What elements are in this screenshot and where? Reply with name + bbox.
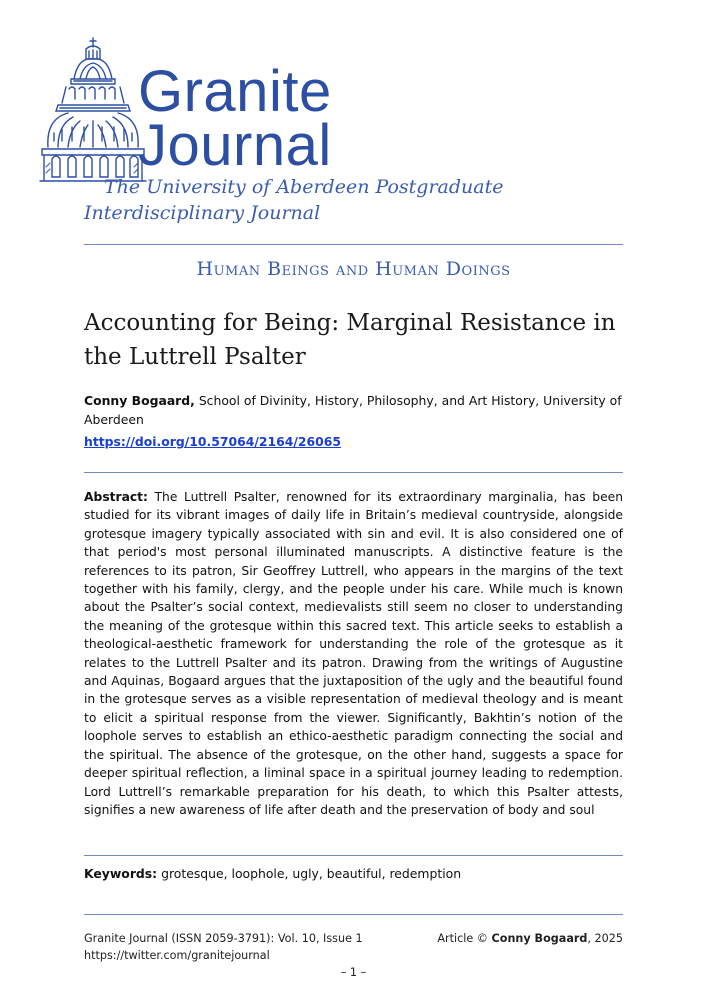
page-number: – 1 –: [340, 966, 367, 979]
copyright-suffix: , 2025: [587, 932, 623, 945]
keywords-divider: [84, 855, 623, 856]
journal-logo-illustration: [38, 35, 148, 185]
article-title: Accounting for Being: Marginal Resistance in the Luttrell Psalter: [84, 310, 616, 370]
doi-link[interactable]: https://doi.org/10.57064/2164/26065: [84, 434, 341, 449]
footer-left: [84, 930, 363, 964]
footer-copyright: [437, 930, 623, 947]
copyright-prefix: Article ©: [437, 932, 492, 945]
author-block: [84, 392, 624, 429]
copyright-name: Conny Bogaard: [491, 932, 588, 945]
author-name: Conny Bogaard,: [84, 393, 195, 408]
abstract-label: Abstract:: [84, 490, 148, 504]
journal-name-line1: Granite: [138, 59, 332, 124]
keywords-label: Keywords:: [84, 866, 158, 881]
section-heading: Human Beings and Human Doings: [196, 258, 511, 280]
journal-description: The University of Aberdeen Postgraduate Interdisciplinary Journal: [84, 176, 504, 224]
abstract-text: The Luttrell Psalter, renowned for its extraordinary marginalia, has been studied for its vibrant images of daily life in Britain’s medieval countryside, alongside grotesque imagery typically associated with sin and evil. It is also considered one of that period's most personal illuminated manuscripts. A distinctive feature is the references to its patron, Sir Geoffrey Luttrell, who appears in the margins of the text together with his family, clergy, and the people under his care. While much is known about the Psalter’s social context, medievalists still seem no closer to understanding the meaning of the grotesque within this sacred text. This article seeks to establish a theological-aesthetic framework for understanding the role of the grotesque as it relates to the Luttrell Psalter and its patron. Drawing from the writings of Augustine and Aquinas, Bogaard argues that the juxtaposition of the ugly and the beautiful found in the grotesque serves as a visible representation of medieval theology and is meant to elicit a spiritual response from the viewer. Significantly, Bakhtin’s notion of the loophole serves to establish an ethico-aesthetic paradigm connecting the social and the spiritual. The absence of the grotesque, on the other hand, suggests a space for deeper spiritual reflection, a liminal space in a spiritual journey leading to redemption. Lord Luttrell’s remarkable preparation for his death, to which this Psalter attests, signifies a new awareness of life after death and the preservation of body and soul: [84, 490, 623, 817]
journal-name-line2: Journal: [138, 113, 332, 178]
footer-divider: [84, 914, 623, 915]
author-affiliation: School of Divinity, History, Philosophy, and Art History, University of Aberdeen: [84, 393, 622, 427]
abstract-top-divider: [84, 472, 623, 473]
keywords: [84, 865, 624, 883]
abstract: [84, 488, 623, 819]
header-divider: [84, 244, 623, 245]
footer-twitter-link[interactable]: https://twitter.com/granitejournal: [84, 949, 270, 962]
footer-citation: Granite Journal (ISSN 2059-3791): Vol. 10, Issue 1: [84, 932, 363, 945]
keywords-text: grotesque, loophole, ugly, beautiful, redemption: [157, 866, 462, 881]
